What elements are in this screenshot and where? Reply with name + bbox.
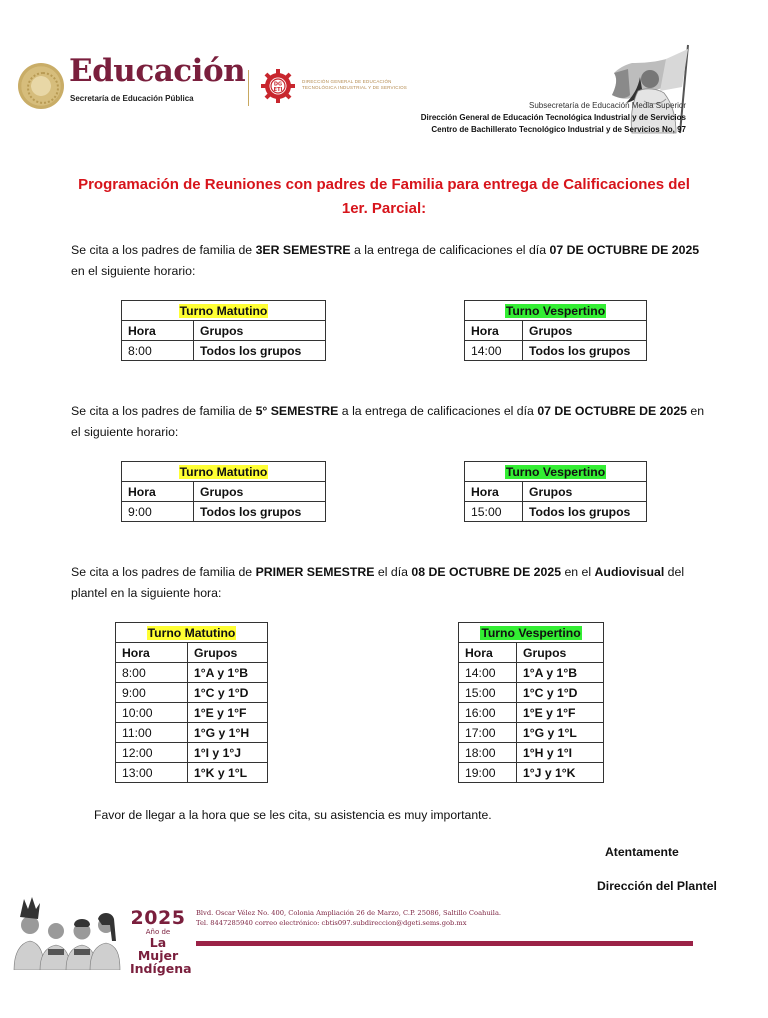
dgeti-gear-logo-icon — [260, 68, 296, 104]
table-title: Turno Matutino — [122, 462, 326, 482]
column-header-hora: Hora — [116, 643, 188, 663]
cell-grupos: Todos los grupos — [523, 341, 647, 361]
column-header-hora: Hora — [122, 321, 194, 341]
cell-hora: 8:00 — [122, 341, 194, 361]
section-2-intro: Se cita a los padres de familia de 5° SEMESTRE a la entrega de calificaciones el día 07 DE OCTUBRE DE 2025 en el siguiente horario: — [71, 404, 705, 439]
table-row: 11:00 1°G y 1°H — [116, 723, 268, 743]
page-title: Programación de Reuniones con padres de Familia para entrega de Calificaciones del 1er. Parcial: — [78, 176, 690, 217]
cell-grupos: Todos los grupos — [523, 502, 647, 522]
schedule-table-3-matutino — [121, 300, 326, 361]
table-row: 10:00 1°E y 1°F — [116, 703, 268, 723]
column-header-grupos: Grupos — [523, 321, 647, 341]
meeting-place: Audiovisual — [594, 565, 665, 579]
semester-label: 5° SEMESTRE — [255, 404, 339, 418]
section-3-intro: Se cita a los padres de familia de PRIMER SEMESTRE el día 08 DE OCTUBRE DE 2025 en el Audiovisual del plantel en la siguiente hora: — [71, 565, 685, 600]
schedule-table-1-matutino — [115, 622, 268, 783]
column-header-grupos: Grupos — [517, 643, 604, 663]
table-row: 13:00 1°K y 1°L — [116, 763, 268, 783]
meeting-date: 07 DE OCTUBRE DE 2025 — [549, 243, 700, 257]
footer-divider-bar — [196, 941, 693, 946]
schedule-table-5-matutino — [121, 461, 326, 522]
table-row — [465, 502, 647, 522]
year-number: 2025 — [130, 907, 186, 929]
column-header-grupos: Grupos — [523, 482, 647, 502]
brand-subtitle: Secretaría de Educación Pública — [70, 94, 194, 103]
semester-label: 3ER SEMESTRE — [255, 243, 351, 257]
schedule-table-5-vespertino — [464, 461, 647, 522]
footer-address — [196, 908, 501, 928]
indigenous-women-illustration-icon — [10, 895, 125, 970]
table-row — [465, 341, 647, 361]
schedule-table-1-vespertino — [458, 622, 604, 783]
column-header-grupos: Grupos — [188, 643, 268, 663]
cell-grupos: Todos los grupos — [194, 502, 326, 522]
semester-label: PRIMER SEMESTRE — [255, 565, 375, 579]
table-row — [122, 341, 326, 361]
contact-line: Tel. 8447285940 correo electrónico: cbtis097.subdireccion@dgeti.sems.gob.mx — [196, 919, 467, 927]
cell-grupos: Todos los grupos — [194, 341, 326, 361]
header-divider — [248, 70, 249, 106]
direccion-general-line: Dirección General de Educación Tecnológica Industrial y de Servicios — [420, 113, 686, 122]
table-row: 15:00 1°C y 1°D — [459, 683, 604, 703]
schedule-table-3-vespertino — [464, 300, 647, 361]
table-row: 12:00 1°I y 1°J — [116, 743, 268, 763]
table-row: 17:00 1°G y 1°L — [459, 723, 604, 743]
table-title: Turno Vespertino — [465, 301, 647, 321]
cell-hora: 9:00 — [122, 502, 194, 522]
column-header-hora: Hora — [122, 482, 194, 502]
table-title: Turno Vespertino — [459, 623, 604, 643]
svg-text:DG: DG — [273, 81, 283, 88]
cell-hora: 14:00 — [465, 341, 523, 361]
cell-hora: 15:00 — [465, 502, 523, 522]
table-row: 16:00 1°E y 1°F — [459, 703, 604, 723]
table-title: Turno Matutino — [116, 623, 268, 643]
school-name-line: Centro de Bachillerato Tecnológico Industrial y de Servicios No, 97 — [431, 125, 686, 134]
meeting-date: 08 DE OCTUBRE DE 2025 — [411, 565, 562, 579]
table-row: 14:00 1°A y 1°B — [459, 663, 604, 683]
subsecretaria-line: Subsecretaría de Educación Media Superior — [529, 101, 686, 110]
mexico-seal-icon — [18, 63, 64, 109]
meeting-date: 07 DE OCTUBRE DE 2025 — [537, 404, 687, 418]
table-row — [122, 502, 326, 522]
closing-note: Favor de llegar a la hora que se les cita, su asistencia es muy importante. — [94, 808, 492, 822]
column-header-hora: Hora — [459, 643, 517, 663]
table-title: Turno Vespertino — [465, 462, 647, 482]
column-header-hora: Hora — [465, 482, 523, 502]
column-header-hora: Hora — [465, 321, 523, 341]
column-header-grupos: Grupos — [194, 482, 326, 502]
table-row: 8:00 1°A y 1°B — [116, 663, 268, 683]
section-1-intro: Se cita a los padres de familia de 3ER SEMESTRE a la entrega de calificaciones el día 07 DE OCTUBRE DE 2025 en el siguiente horario: — [71, 243, 700, 278]
dgeti-logo-text: DIRECCIÓN GENERAL DE EDUCACIÓN TECNOLÓGICA INDUSTRIAL Y DE SERVICIOS — [302, 79, 408, 90]
address-line: Blvd. Oscar Vélez No. 400, Colonia Ampliación 26 de Marzo, C.P. 25086, Saltillo Coahuila. — [196, 909, 502, 917]
year-motto: 2025 Año de La Mujer Indígena — [130, 907, 192, 976]
institution-lines — [421, 100, 686, 136]
table-title: Turno Matutino — [122, 301, 326, 321]
table-row: 19:00 1°J y 1°K — [459, 763, 604, 783]
table-row: 9:00 1°C y 1°D — [116, 683, 268, 703]
closing-regards: Atentamente — [605, 845, 679, 859]
signature: Dirección del Plantel — [597, 879, 717, 893]
svg-text:ETI: ETI — [273, 87, 283, 93]
table-row: 18:00 1°H y 1°I — [459, 743, 604, 763]
brand-title: Educación — [69, 53, 246, 89]
column-header-grupos: Grupos — [194, 321, 326, 341]
